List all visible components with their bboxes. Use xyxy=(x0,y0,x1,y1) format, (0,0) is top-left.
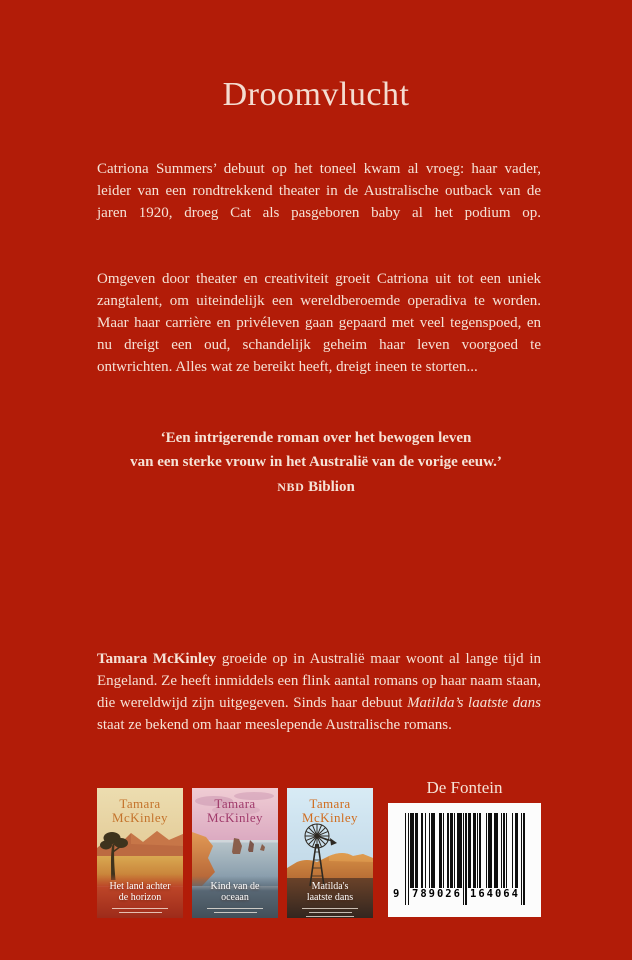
barcode-digit-lead: 9 xyxy=(393,888,400,900)
cover-thumbnail-matildas-laatste-dans xyxy=(287,788,373,918)
cover-tagline-lines xyxy=(97,905,183,913)
debut-book-title: Matilda’s laatste dans xyxy=(407,695,541,711)
barcode-digits-left: 789026 xyxy=(412,888,462,900)
cover-tagline-lines xyxy=(192,905,278,913)
author-bio xyxy=(97,648,541,736)
book-title: Droomvlucht xyxy=(222,76,410,113)
barcode xyxy=(388,803,541,917)
cover-title: Het land achter de horizon xyxy=(109,881,171,903)
cover-author-name: Tamara McKinley xyxy=(112,796,168,825)
review-quote xyxy=(0,426,632,499)
cover-author-name: Tamara McKinley xyxy=(207,796,263,825)
cover-author-name: Tamara McKinley xyxy=(302,796,358,825)
quote-line-1: ‘Een intrigerende roman over het bewogen leven xyxy=(160,430,472,446)
quote-source-name: Biblion xyxy=(308,479,355,495)
cover-thumbnail-het-land-achter-de-horizon xyxy=(97,788,183,918)
cover-title: Kind van de oceaan xyxy=(210,881,260,903)
cover-tagline-lines xyxy=(287,905,373,917)
cover-title: Matilda's laatste dans xyxy=(306,881,354,903)
publisher-name: De Fontein xyxy=(426,778,503,797)
quote-source-abbr: NBD xyxy=(277,480,305,494)
synopsis-paragraph-1: Catriona Summers’ debuut op het toneel kwam al vroeg: haar vader, leider van een rondtrekkend theater in de Australische outback van de jaren 1920, droeg Cat als pasgeboren baby al het podium op. xyxy=(97,161,541,221)
bio-text-1: groeide op in Australië maar woont al lange tijd in Engeland. Ze heeft inmiddels een flink aantal romans op haar naam staan, die wereldwijd zijn uitgegeven. Sinds haar debuut xyxy=(97,651,541,711)
author-name: Tamara McKinley xyxy=(97,651,217,667)
bio-text-2: staat ze bekend om haar meeslepende Australische romans. xyxy=(97,717,452,733)
cover-thumbnail-kind-van-de-oceaan xyxy=(192,788,278,918)
barcode-number xyxy=(393,887,525,902)
quote-line-2: van een sterke vrouw in het Australië van de vorige eeuw.’ xyxy=(130,454,502,470)
barcode-digits-right: 164064 xyxy=(470,888,520,900)
synopsis-paragraph-2: Omgeven door theater en creativiteit groeit Catriona uit tot een uniek zangtalent, om uiteindelijk een wereldberoemde operadiva te worden. Maar haar carrière en privéleven gaan gepaard met veel tegenspoed, en nu dreigt een oud, schandelijk geheim haar leven voorgoed te ontwrichten. Alles wat ze bereikt heeft, dreigt ineen te storten... xyxy=(97,271,541,375)
quote-attribution xyxy=(0,475,632,499)
